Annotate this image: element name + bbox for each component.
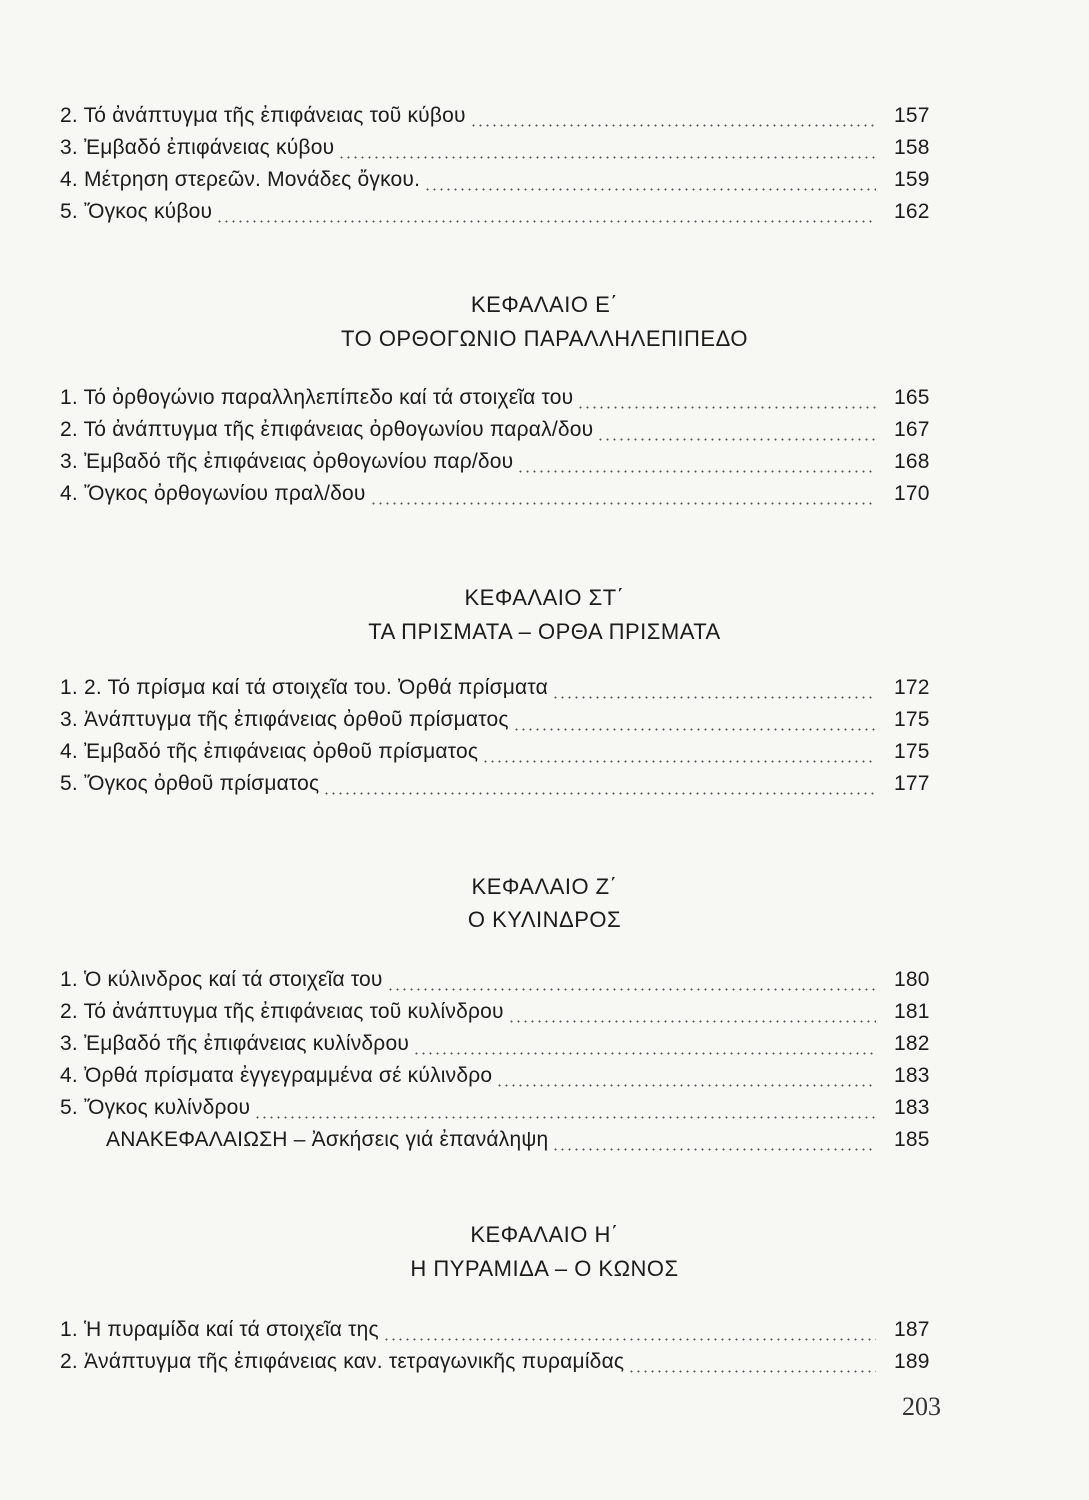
toc-entry bbox=[60, 136, 940, 168]
toc-entry bbox=[60, 386, 940, 418]
chapter-heading: ΚΕΦΑΛΑΙΟ Η΄ bbox=[470, 1222, 619, 1247]
toc-entry-page: 175 bbox=[894, 708, 930, 731]
toc-entry-title: 3. Ἀνάπτυγμα τῆς ἐπιφάνειας ὀρθοῦ πρίσματος bbox=[60, 708, 509, 731]
dot-leader bbox=[552, 696, 876, 699]
toc-entry-page: 175 bbox=[894, 740, 930, 763]
toc-entry-page: 158 bbox=[894, 136, 930, 159]
toc-entry-page: 189 bbox=[894, 1350, 930, 1373]
dot-leader bbox=[628, 1370, 876, 1373]
toc-entry-title: 5. Ὄγκος κυλίνδρου bbox=[60, 1096, 251, 1119]
toc-entry-page: 168 bbox=[894, 450, 930, 473]
toc-entry-title: 4. Μέτρηση στερεῶν. Μονάδες ὄγκου. bbox=[60, 168, 421, 191]
dot-leader bbox=[496, 1084, 876, 1087]
dot-leader bbox=[383, 1338, 876, 1341]
toc-entry bbox=[60, 450, 940, 482]
toc-entry-title: 2. Τό ἀνάπτυγμα τῆς ἐπιφάνειας τοῦ κυλίνδρου bbox=[60, 1000, 504, 1023]
toc-entry-title: 3. Ἐμβαδό ἐπιφάνειας κύβου bbox=[60, 136, 335, 159]
toc-entry-title: 4. Ὀρθά πρίσματα ἐγγεγραμμένα σέ κύλινδρο bbox=[60, 1064, 493, 1087]
toc-entry-title: 2. Τό ἀνάπτυγμα τῆς ἐπιφάνειας τοῦ κύβου bbox=[60, 104, 466, 127]
toc-entry bbox=[60, 1318, 940, 1350]
toc-entry-page: 170 bbox=[894, 482, 930, 505]
toc-entry-page: 157 bbox=[894, 104, 930, 127]
toc-entry-page: 165 bbox=[894, 386, 930, 409]
toc-entry bbox=[60, 676, 940, 708]
toc-entry-page: 187 bbox=[894, 1318, 930, 1341]
toc-entry-page: 183 bbox=[894, 1096, 930, 1119]
dot-leader bbox=[413, 1052, 876, 1055]
toc-entry bbox=[60, 482, 940, 514]
toc-entry-page: 159 bbox=[894, 168, 930, 191]
toc-section-pyramid bbox=[60, 1318, 940, 1382]
dot-leader bbox=[323, 792, 876, 795]
toc-entry-review bbox=[60, 1128, 940, 1160]
chapter-subtitle: Η ΠΥΡΑΜΙΔΑ – Ο ΚΩΝΟΣ bbox=[410, 1256, 679, 1281]
dot-leader bbox=[513, 728, 876, 731]
toc-entry-title: 1. Ὁ κύλινδρος καί τά στοιχεῖα του bbox=[60, 968, 383, 991]
dot-leader bbox=[552, 1148, 876, 1151]
toc-entry bbox=[60, 1000, 940, 1032]
toc-entry bbox=[60, 200, 940, 232]
toc-entry-title: ΑΝΑΚΕΦΑΛΑΙΩΣΗ – Ἀσκήσεις γιά ἐπανάληψη bbox=[106, 1128, 549, 1151]
toc-entry-title: 3. Ἐμβαδό τῆς ἐπιφάνειας ὀρθογωνίου παρ/δου bbox=[60, 450, 514, 473]
chapter-subtitle: Ο ΚΥΛΙΝΔΡΟΣ bbox=[467, 907, 622, 932]
toc-entry bbox=[60, 1032, 940, 1064]
toc-entry-title: 1. 2. Τό πρίσμα καί τά στοιχεῖα του. Ὀρθά πρίσματα bbox=[60, 676, 548, 699]
toc-section-cylinder bbox=[60, 968, 940, 1160]
dot-leader bbox=[370, 502, 876, 505]
dot-leader bbox=[597, 438, 876, 441]
toc-entry-title: 5. Ὄγκος κύβου bbox=[60, 200, 213, 223]
dot-leader bbox=[482, 760, 876, 763]
toc-section-cube bbox=[60, 104, 940, 232]
toc-entry bbox=[60, 168, 940, 200]
toc-entry-page: 183 bbox=[894, 1064, 930, 1087]
toc-section-parallelepiped bbox=[60, 386, 940, 514]
toc-entry-page: 182 bbox=[894, 1032, 930, 1055]
toc-entry-page: 180 bbox=[894, 968, 930, 991]
toc-entry bbox=[60, 418, 940, 450]
chapter-subtitle: ΤΑ ΠΡΙΣΜΑΤΑ – ΟΡΘΑ ΠΡΙΣΜΑΤΑ bbox=[368, 619, 721, 644]
toc-entry-title: 2. Τό ἀνάπτυγμα τῆς ἐπιφάνειας ὀρθογωνίου παραλ/δου bbox=[60, 418, 594, 441]
toc-entry-title: 1. Ἡ πυραμίδα καί τά στοιχεῖα της bbox=[60, 1318, 379, 1341]
dot-leader bbox=[338, 156, 876, 159]
toc-entry-title: 4. Ἐμβαδό τῆς ἐπιφάνειας ὀρθοῦ πρίσματος bbox=[60, 740, 479, 763]
toc-entry-title: 4. Ὄγκος ὀρθογωνίου πραλ/δου bbox=[60, 482, 366, 505]
toc-entry bbox=[60, 708, 940, 740]
chapter-heading: ΚΕΦΑΛΑΙΟ ΣΤ΄ bbox=[464, 585, 625, 610]
dot-leader bbox=[216, 220, 876, 223]
toc-entry-page: 185 bbox=[894, 1128, 930, 1151]
dot-leader bbox=[517, 470, 876, 473]
chapter-heading: ΚΕΦΑΛΑΙΟ Ζ΄ bbox=[471, 874, 618, 899]
toc-section-prisms bbox=[60, 676, 940, 804]
toc-entry bbox=[60, 968, 940, 1000]
toc-entry bbox=[60, 104, 940, 136]
toc-entry-title: 1. Τό ὀρθογώνιο παραλληλεπίπεδο καί τά στοιχεῖα του bbox=[60, 386, 574, 409]
toc-entry-title: 5. Ὄγκος ὀρθοῦ πρίσματος bbox=[60, 772, 320, 795]
dot-leader bbox=[470, 124, 876, 127]
page-number: 203 bbox=[902, 1392, 941, 1421]
toc-entry-page: 162 bbox=[894, 200, 930, 223]
dot-leader bbox=[424, 188, 876, 191]
toc-entry-page: 177 bbox=[894, 772, 930, 795]
toc-entry-page: 172 bbox=[894, 676, 930, 699]
toc-entry bbox=[60, 740, 940, 772]
toc-entry bbox=[60, 1096, 940, 1128]
toc-entry-title: 2. Ἀνάπτυγμα τῆς ἐπιφάνειας καν. τετραγωνικῆς πυραμίδας bbox=[60, 1350, 625, 1373]
chapter-subtitle: ΤΟ ΟΡΘΟΓΩΝΙΟ ΠΑΡΑΛΛΗΛΕΠΙΠΕΔΟ bbox=[341, 326, 748, 351]
toc-entry-title: 3. Ἐμβαδό τῆς ἐπιφάνειας κυλίνδρου bbox=[60, 1032, 410, 1055]
toc-entry bbox=[60, 1064, 940, 1096]
toc-entry-page: 167 bbox=[894, 418, 930, 441]
chapter-heading: ΚΕΦΑΛΑΙΟ Ε΄ bbox=[470, 292, 619, 317]
toc-entry bbox=[60, 1350, 940, 1382]
toc-entry bbox=[60, 772, 940, 804]
dot-leader bbox=[254, 1116, 876, 1119]
dot-leader bbox=[387, 988, 876, 991]
dot-leader bbox=[508, 1020, 876, 1023]
dot-leader bbox=[577, 406, 876, 409]
toc-entry-page: 181 bbox=[894, 1000, 930, 1023]
